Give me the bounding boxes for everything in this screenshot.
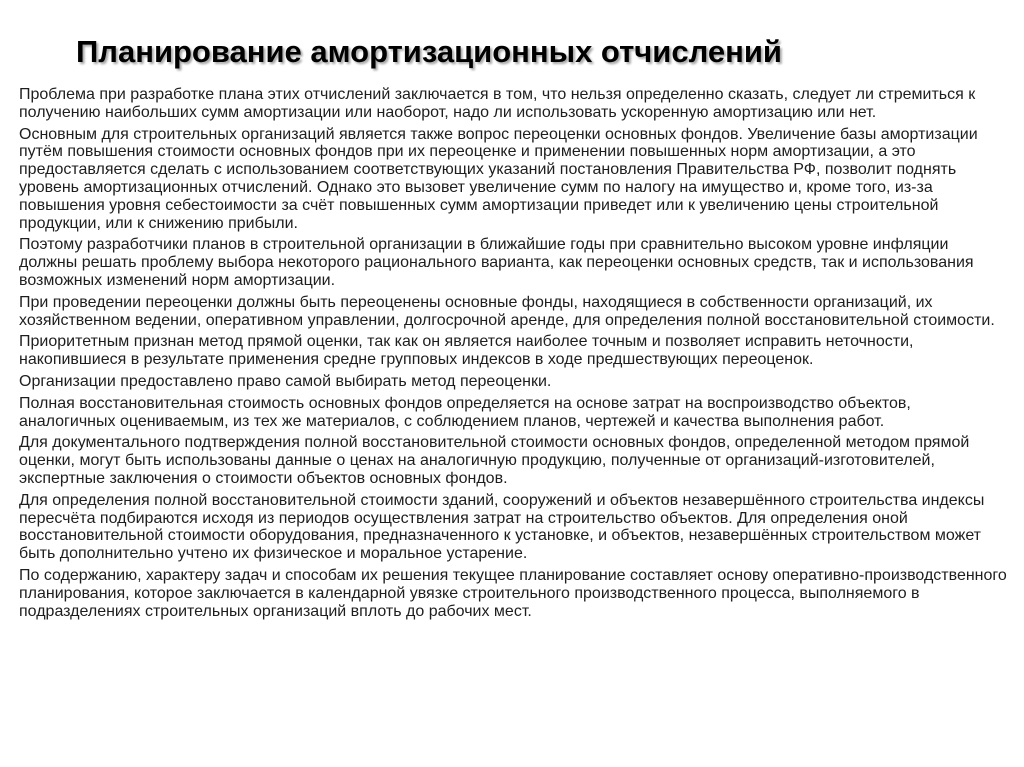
paragraph-9: Для определения полной восстановительной стоимости зданий, сооружений и объектов незавершённого строительства индексы пересчёта подбираются исходя из периодов осуществления затрат на строительство объектов. Для определения оной восстановительной стоимости оборудования, предназначенного к установке, и объектов, незавершённых строительством может быть дополнительно учтено их физическое и моральное устарение. <box>19 491 985 563</box>
paragraph-10: По содержанию, характеру задач и способам их решения текущее планирование составляет основу оперативно-производственного планирования, которое заключается в календарной увязке строительного производственного процесса, выполняемого в подразделениях строительных организаций вплоть до рабочих мест. <box>19 566 1007 620</box>
paragraph-2: Основным для строительных организаций является также вопрос переоценки основных фондов. Увеличение базы амортизации путём повышения стоимости основных фондов при их переоценке и применении повышенных норм амортизации, а это предоставляется сделать с использованием соответствующих указаний постановления Правительства РФ, позволит поднять уровень амортизационных отчислений. Однако это вызовет увеличение сумм по налогу на имущество и, кроме того, из-за повышения уровня себестоимости за счёт повышенных сумм амортизации приведет или к увеличению цены строительной продукции, или к снижению прибыли. <box>19 125 978 232</box>
paragraph-7: Полная восстановительная стоимость основных фондов определяется на основе затрат на воспроизводство объектов, аналогичных оцениваемым, из тех же материалов, с соблюдением планов, чертежей и качества выполнения работ. <box>19 394 911 430</box>
slide-title: Планирование амортизационных отчислений <box>76 34 782 69</box>
paragraph-5: Приоритетным признан метод прямой оценки, так как он является наиболее точным и позволяет исправить неточности, накопившиеся в результате применения средне групповых индексов в ходе предшествующих переоценок. <box>19 333 914 369</box>
paragraph-4: При проведении переоценки должны быть переоценены основные фонды, находящиеся в собственности организаций, их хозяйственном ведении, оперативном управлении, долгосрочной аренде, для определения полной восстановительной стоимости. <box>19 293 995 329</box>
slide-body <box>19 86 1009 624</box>
paragraph-8: Для документального подтверждения полной восстановительной стоимости основных фондов, определенной методом прямой оценки, могут быть использованы данные о ценах на аналогичную продукцию, полученные от организаций-изготовителей, экспертные заключения о стоимости объектов основных фондов. <box>19 434 970 487</box>
paragraph-3: Поэтому разработчики планов в строительной организации в ближайшие годы при сравнительно высоком уровне инфляции должны решать проблему выбора некоторого рационального варианта, как переоценки основных средств, так и использования возможных изменений норм амортизации. <box>19 236 974 289</box>
paragraph-1: Проблема при разработке плана этих отчислений заключается в том, что нельзя определенно сказать, следует ли стремиться к получению наибольших сумм амортизации или наоборот, надо ли использовать ускоренную амортизацию или нет. <box>19 86 976 121</box>
paragraph-6: Организации предоставлено право самой выбирать метод переоценки. <box>19 372 552 390</box>
